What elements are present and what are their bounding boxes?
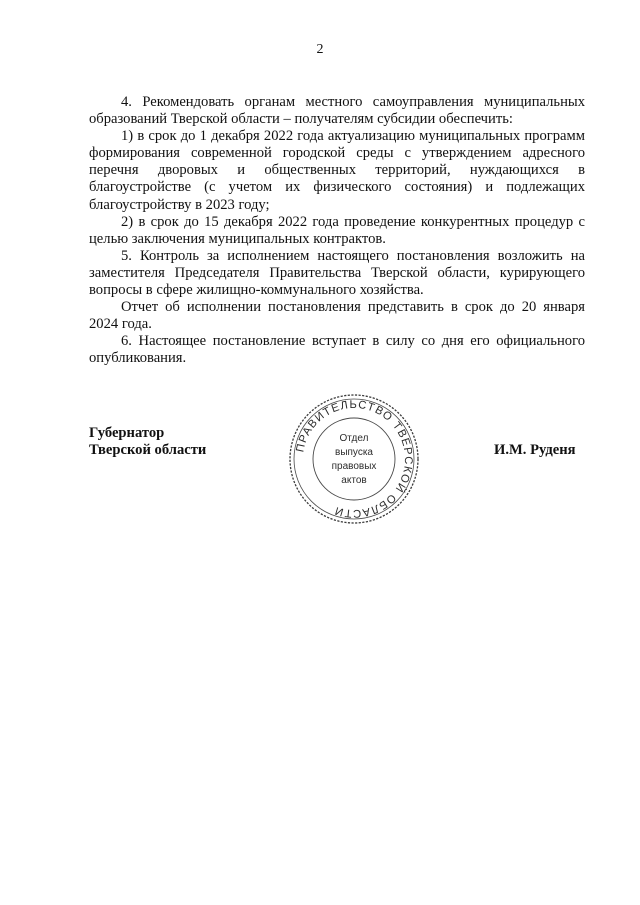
page-number: 2 <box>316 42 324 57</box>
paragraph-6: 6. Настоящее постановление вступает в силу со дня его официального опубликования. <box>89 333 585 367</box>
signatory-title <box>89 425 206 459</box>
stamp-ring-text: ПРАВИТЕЛЬСТВО ТВЕРСКОЙ ОБЛАСТИ <box>294 398 415 520</box>
signatory-title-line1: Губернатор <box>89 425 165 441</box>
paragraph-4-2: 2) в срок до 15 декабря 2022 года проведение конкурентных процедур с целью заключения муниципальных контрактов. <box>89 213 585 247</box>
paragraph-4: 4. Рекомендовать органам местного самоуправления муниципальных образований Тверской области – получателям субсидии обеспечить: <box>89 94 585 128</box>
decree-body <box>89 94 585 368</box>
stamp-line3: правовых <box>331 461 377 472</box>
stamp-line2: выпуска <box>335 447 373 458</box>
official-stamp <box>287 392 421 526</box>
paragraph-4-1: 1) в срок до 1 декабря 2022 года актуализацию муниципальных программ формирования современной городской среды с утверждением адресного перечня дворовых и общественных территорий, нуждающихся в благоустройстве (с учетом их физического состояния) и подлежащих благоустройству в 2023 году; <box>89 128 585 213</box>
stamp-line4: актов <box>341 475 367 486</box>
signatory-title-line2: Тверской области <box>89 442 207 458</box>
paragraph-5: 5. Контроль за исполнением настоящего постановления возложить на заместителя Председателя Правительства Тверской области, курирующего вопросы в сфере жилищно-коммунального хозяйства. <box>89 247 585 299</box>
stamp-outer-ring <box>290 395 418 523</box>
signatory-name: И.М. Руденя <box>494 442 576 458</box>
stamp-inner-ring <box>313 418 395 500</box>
paragraph-5-report: Отчет об исполнении постановления представить в срок до 20 января 2024 года. <box>89 299 585 333</box>
stamp-line1: Отдел <box>339 433 369 444</box>
stamp-graphic <box>287 392 421 526</box>
